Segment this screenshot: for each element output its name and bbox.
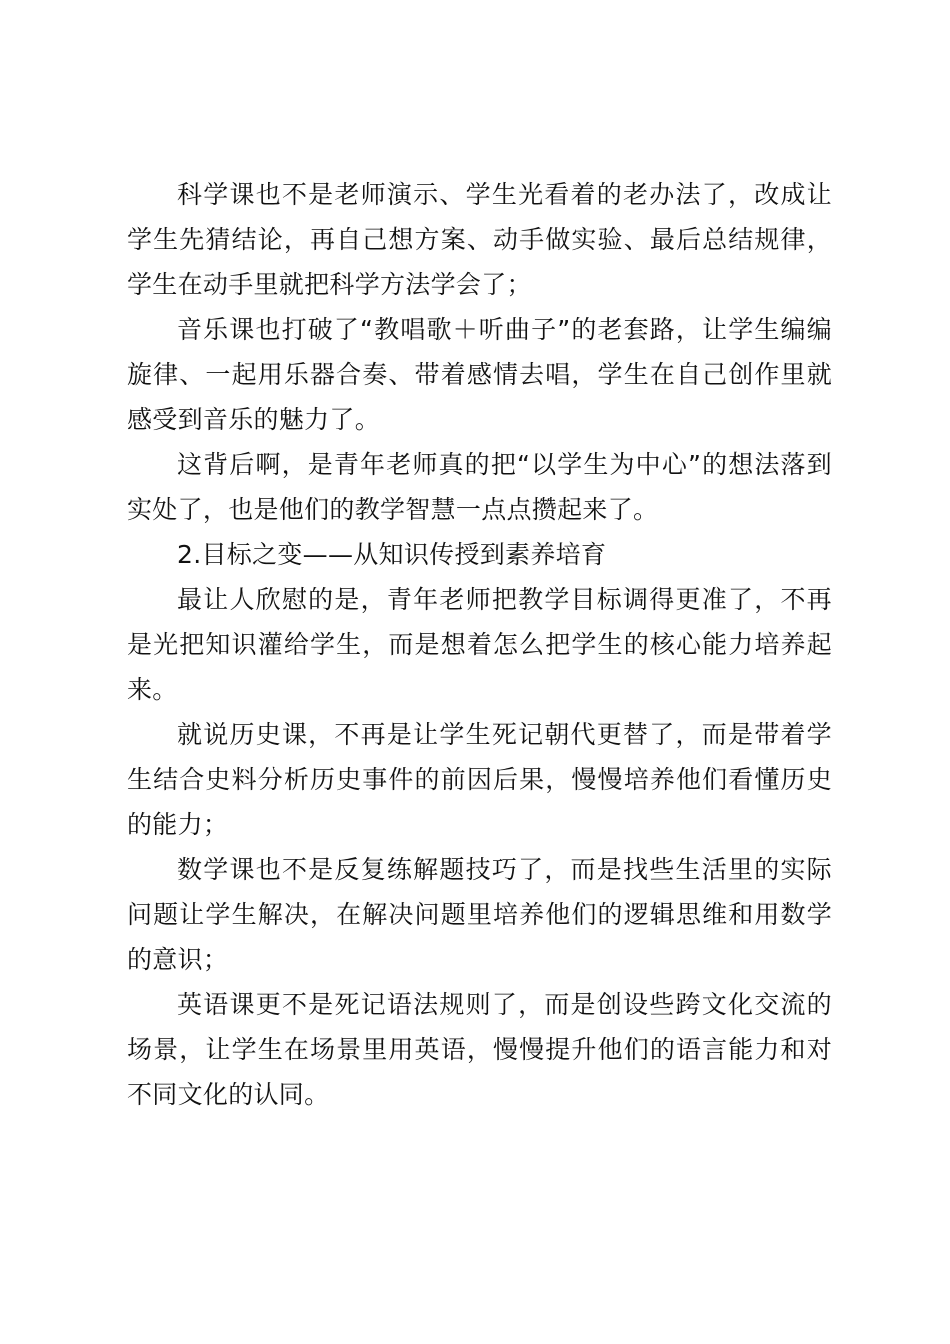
paragraph-history: 就说历史课，不再是让学生死记朝代更替了，而是带着学生结合史料分析历史事件的前因后果，慢慢培养他们看懂历史的能力； (127, 720, 832, 839)
paragraph-english: 英语课更不是死记语法规则了，而是创设些跨文化交流的场景，让学生在场景里用英语，慢慢提升他们的语言能力和对不同文化的认同。 (127, 990, 832, 1109)
paragraph-math: 数学课也不是反复练解题技巧了，而是找些生活里的实际问题让学生解决，在解决问题里培养他们的逻辑思维和用数学的意识； (127, 855, 832, 974)
document-body (127, 172, 832, 1117)
paragraph-science: 科学课也不是老师演示、学生光看着的老办法了，改成让学生先猜结论，再自己想方案、动手做实验、最后总结规律，学生在动手里就把科学方法学会了； (127, 180, 832, 299)
paragraph-goals: 最让人欣慰的是，青年老师把教学目标调得更准了，不再是光把知识灌给学生，而是想着怎么把学生的核心能力培养起来。 (127, 585, 832, 704)
paragraph-summary: 这背后啊，是青年老师真的把“以学生为中心”的想法落到实处了，也是他们的教学智慧一点点攒起来了。 (127, 450, 832, 524)
section-heading: 2.目标之变——从知识传授到素养培育 (177, 540, 607, 569)
paragraph-music: 音乐课也打破了“教唱歌＋听曲子”的老套路，让学生编编旋律、一起用乐器合奏、带着感情去唱，学生在自己创作里就感受到音乐的魅力了。 (127, 315, 832, 434)
